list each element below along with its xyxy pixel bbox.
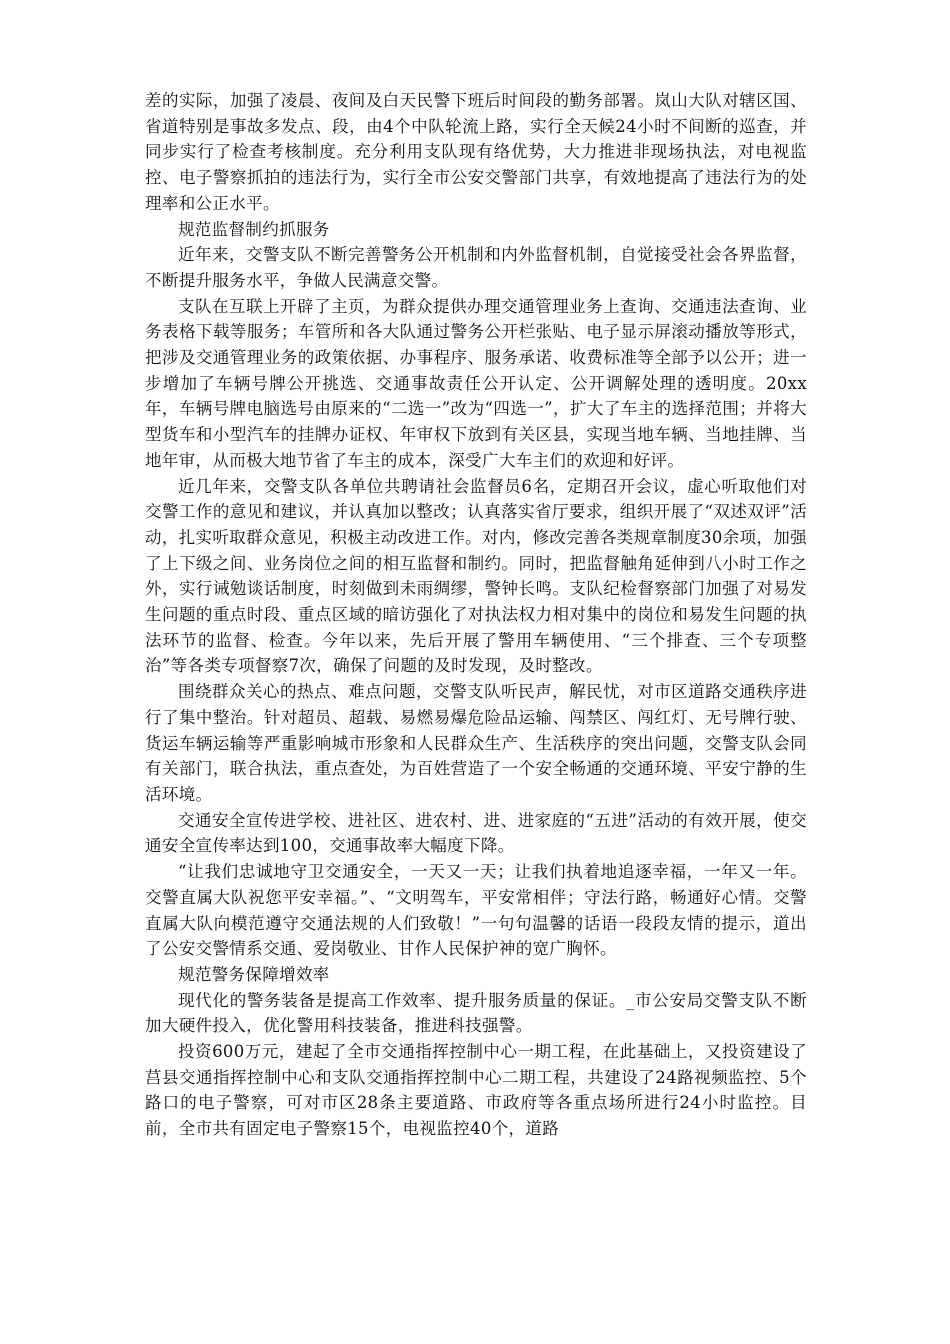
document-page	[145, 88, 807, 1142]
paragraph-body: 现代化的警务装备是提高工作效率、提升服务质量的保证。_市公安局交警支队不断加大硬件投入，优化警用科技装备，推进科技强警。	[145, 990, 807, 1036]
paragraph-body: 近几年来，交警支队各单位共聘请社会监督员6名，定期召开会议，虚心听取他们对交警工作的意见和建议，并认真加以整改；认真落实省厅要求，组织开展了“双述双评”活动，扎实听取群众意见，积极主动改进工作。对内，修改完善各类规章制度30余项，加强了上下级之间、业务岗位之间的相互监督和制约。同时，把监督触角延伸到八小时工作之外，实行诫勉谈话制度，时刻做到未雨绸缪，警钟长鸣。支队纪检督察部门加强了对易发生问题的重点时段、重点区域的暗访强化了对执法权力相对集中的岗位和易发生问题的执法环节的监督、检查。今年以来，先后开展了警用车辆使用、“三个排查、三个专项整治”等各类专项督察7次，确保了问题的及时发现，及时整改。	[145, 476, 807, 676]
paragraph-body: “让我们忠诚地守卫交通安全，一天又一天；让我们执着地追逐幸福，一年又一年。交警直属大队祝您平安幸福。”、“文明驾车，平安常相伴；守法行路，畅通好心情。交警直属大队向模范遵守交通法规的人们致敬！”一句句温馨的话语一段段友情的提示，道出了公安交警情系交通、爱岗敬业、甘作人民保护神的宽广胸怀。	[145, 862, 807, 959]
paragraph-body: 近年来，交警支队不断完善警务公开机制和内外监督机制，自觉接受社会各界监督，不断提升服务水平，争做人民满意交警。	[145, 245, 807, 290]
paragraph-body: 支队在互联上开辟了主页，为群众提供办理交通管理业务上查询、交通违法查询、业务表格下载等服务；车管所和各大队通过警务公开栏张贴、电子显示屏滚动播放等形式，把涉及交通管理业务的政策依据、办事程序、服务承诺、收费标准等全部予以公开；进一步增加了车辆号牌公开挑选、交通事故责任公开认定、公开调解处理的透明度。20xx年，车辆号牌电脑选号由原来的“二选一”改为“四选一”，扩大了车主的选择范围；并将大型货车和小型汽车的挂牌办证权、年审权下放到有关区县，实现当地车辆、当地挂牌、当地年审，从而极大地节省了车主的成本，深受广大车主们的欢迎和好评。	[145, 296, 807, 470]
paragraph-intro-continued: 差的实际，加强了凌晨、夜间及白天民警下班后时间段的勤务部署。岚山大队对辖区国、省道特别是事故多发点、段，由4个中队轮流上路，实行全天候24小时不间断的巡查，并同步实行了检查考核制度。充分利用支队现有络优势，大力推进非现场执法，对电视监控、电子警察抓拍的违法行为，实行全市公安交警部门共享，有效地提高了违法行为的处理率和公正水平。	[145, 91, 807, 213]
section-heading-equipment: 规范警务保障增效率	[178, 964, 330, 984]
paragraph-body: 围绕群众关心的热点、难点问题，交警支队听民声，解民忧，对市区道路交通秩序进行了集中整治。针对超员、超载、易燃易爆危险品运输、闯禁区、闯红灯、无号牌行驶、货运车辆运输等严重影响城市形象和人民群众生产、生活秩序的突出问题，交警支队会同有关部门，联合执法，重点查处，为百姓营造了一个安全畅通的交通环境、平安宁静的生活环境。	[145, 682, 807, 804]
paragraph-body: 交通安全宣传进学校、进社区、进农村、进、进家庭的“五进”活动的有效开展，使交通安全宣传率达到100，交通事故率大幅度下降。	[145, 810, 807, 856]
paragraph-body: 投资600万元，建起了全市交通指挥控制中心一期工程，在此基础上，又投资建设了莒县交通指挥控制中心和支队交通指挥控制中心二期工程，共建设了24路视频监控、5个路口的电子警察，可对市区28条主要道路、市政府等各重点场所进行24小时监控。目前，全市共有固定电子警察15个，电视监控40个，道路	[145, 1042, 807, 1139]
section-heading-supervision: 规范监督制约抓服务	[178, 219, 330, 239]
